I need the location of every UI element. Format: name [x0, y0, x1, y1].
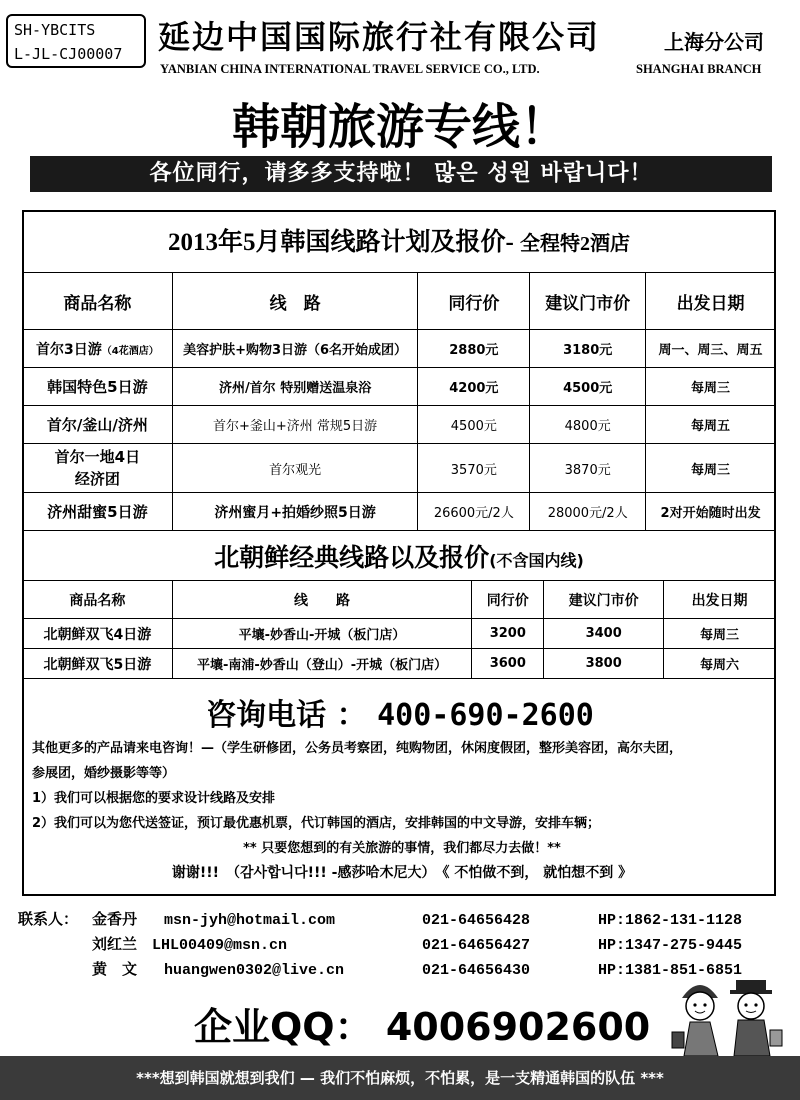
- retail-price: 3180元: [530, 330, 646, 368]
- contact-tel[interactable]: 021-64656430: [422, 962, 531, 979]
- departure-date: 周一、周三、周五: [646, 330, 776, 368]
- departure-date: 每周六: [664, 649, 776, 679]
- col-header: 线 路: [172, 581, 472, 619]
- company-name-en: YANBIAN CHINA INTERNATIONAL TRAVEL SERVICE CO., LTD.: [160, 62, 540, 76]
- code-line-1: SH-YBCITS: [14, 21, 96, 39]
- table-row: [23, 406, 776, 444]
- trade-price: 4200元: [418, 368, 530, 406]
- col-header: 商品名称: [23, 273, 173, 330]
- table-header-row: [23, 273, 776, 330]
- contact-hp[interactable]: HP:1862-131-1128: [598, 912, 743, 929]
- nk-price-table: [22, 580, 776, 679]
- col-header: 同行价: [418, 273, 530, 330]
- col-header: 建议门市价: [544, 581, 664, 619]
- retail-price: 3800: [544, 649, 664, 679]
- service-notes: [32, 736, 772, 886]
- departure-date: 2对开始随时出发: [646, 493, 776, 531]
- departure-date: 每周三: [646, 444, 776, 493]
- note-line: 2）我们可以为您代送签证，预订最优惠机票，代订韩国的酒店，安排韩国的中文导游，安排车辆；: [32, 816, 601, 831]
- note-line: 谢谢!!! （감사합니다!!! -感莎哈木尼大） 《 不怕做不到， 就怕想不到 》: [171, 865, 633, 881]
- table-row: [23, 368, 776, 406]
- company-name-cn: 延边中国国际旅行社有限公司: [158, 18, 601, 56]
- contact-hp[interactable]: HP:1381-851-6851: [598, 962, 743, 979]
- contact-email[interactable]: huangwen0302@live.cn: [164, 962, 345, 979]
- korea-heading-main: 2013年5月韩国线路计划及报价-: [167, 229, 514, 256]
- retail-price: 3870元: [530, 444, 646, 493]
- consult-phone: [0, 690, 800, 734]
- route: 平壤-妙香山-开城（板门店）: [172, 619, 472, 649]
- phone-number[interactable]: 400-690-2600: [377, 698, 594, 733]
- footer-slogan: ***想到韩国就想到我们 — 我们不怕麻烦，不怕累，是一支精通韩国的队伍 ***: [0, 1056, 800, 1100]
- retail-price: 4500元: [530, 368, 646, 406]
- departure-date: 每周五: [646, 406, 776, 444]
- departure-date: 每周三: [646, 368, 776, 406]
- contact-email[interactable]: LHL00409@msn.cn: [152, 937, 288, 954]
- trade-price: 26600元/2人: [418, 493, 530, 531]
- note-line: 其他更多的产品请来电咨询！—（学生研修团，公务员考察团，纯购物团，休闲度假团，整形美容团，高尔夫团，: [32, 741, 683, 756]
- product-name: 济州甜蜜5日游: [23, 493, 173, 531]
- contact-hp[interactable]: HP:1347-275-9445: [598, 937, 743, 954]
- mascot-couple-illustration: [668, 968, 786, 1056]
- product-name: 北朝鲜双飞4日游: [23, 619, 173, 649]
- contact-email[interactable]: msn-jyh@hotmail.com: [164, 912, 336, 929]
- contact-label: 联系人：: [18, 912, 79, 929]
- col-header: 商品名称: [23, 581, 173, 619]
- trade-price: 3570元: [418, 444, 530, 493]
- korea-section-heading: [24, 222, 774, 258]
- trade-price: 3200: [472, 619, 544, 649]
- mascot-man-icon: [730, 980, 782, 1056]
- route: 平壤-南浦-妙香山（登山）-开城（板门店）: [172, 649, 472, 679]
- table-row: [23, 649, 776, 679]
- retail-price: 3400: [544, 619, 664, 649]
- departure-date: 每周三: [664, 619, 776, 649]
- branch-name-cn: 上海分公司: [664, 30, 764, 54]
- nk-section-heading: [24, 538, 774, 574]
- contact-name: 黄 文: [92, 962, 138, 979]
- trade-price: 2880元: [418, 330, 530, 368]
- route: 首尔+釜山+济州 常规5日游: [172, 406, 418, 444]
- product-name: 北朝鲜双飞5日游: [23, 649, 173, 679]
- trade-price: 3600: [472, 649, 544, 679]
- table-row: [23, 330, 776, 368]
- korea-heading-sub: 全程特2酒店: [520, 233, 631, 255]
- product-name: 韩国特色5日游: [23, 368, 173, 406]
- table-row: [23, 619, 776, 649]
- contact-name: 刘红兰: [92, 937, 138, 954]
- route: 济州蜜月+拍婚纱照5日游: [172, 493, 418, 531]
- product-name: 首尔一地4日 经济团: [23, 444, 173, 493]
- korea-price-table: [22, 272, 776, 531]
- route: 首尔观光: [172, 444, 418, 493]
- code-line-2: L-JL-CJ00007: [14, 45, 123, 63]
- note-line: 参展团，婚纱摄影等等）: [32, 766, 176, 781]
- contact-name: 金香丹: [92, 912, 138, 929]
- col-header: 线 路: [172, 273, 418, 330]
- col-header: 同行价: [472, 581, 544, 619]
- col-header: 出发日期: [664, 581, 776, 619]
- slogan-banner: 各位同行，请多多支持啦！ 많은 성원 바랍니다！: [30, 156, 772, 192]
- table-row: [23, 493, 776, 531]
- route: 济州/首尔 特别赠送温泉浴: [172, 368, 418, 406]
- branch-name-en: SHANGHAI BRANCH: [636, 62, 762, 76]
- product-name: 首尔3日游（4花酒店）: [23, 330, 173, 368]
- product-name: 首尔/釜山/济州: [23, 406, 173, 444]
- col-header: 出发日期: [646, 273, 776, 330]
- mascot-woman-icon: [672, 985, 718, 1056]
- nk-heading-main: 北朝鲜经典线路以及报价: [214, 543, 490, 572]
- contact-tel[interactable]: 021-64656428: [422, 912, 531, 929]
- retail-price: 4800元: [530, 406, 646, 444]
- phone-label: 咨询电话 ：: [206, 698, 367, 733]
- trade-price: 4500元: [418, 406, 530, 444]
- table-header-row: [23, 581, 776, 619]
- license-code-box: [6, 14, 146, 68]
- note-line: ** 只要您想到的有关旅游的事情，我们都尽力去做！**: [243, 841, 561, 856]
- nk-heading-sub: (不含国内线): [489, 551, 584, 570]
- page-title: 韩朝旅游专线！: [231, 99, 568, 155]
- table-row: [23, 444, 776, 493]
- retail-price: 28000元/2人: [530, 493, 646, 531]
- company-qq: 企业QQ： 4006902600: [194, 1005, 651, 1049]
- contact-tel[interactable]: 021-64656427: [422, 937, 531, 954]
- col-header: 建议门市价: [530, 273, 646, 330]
- note-line: 1）我们可以根据您的要求设计线路及安排: [32, 791, 276, 806]
- route: 美容护肤+购物3日游（6名开始成团）: [172, 330, 418, 368]
